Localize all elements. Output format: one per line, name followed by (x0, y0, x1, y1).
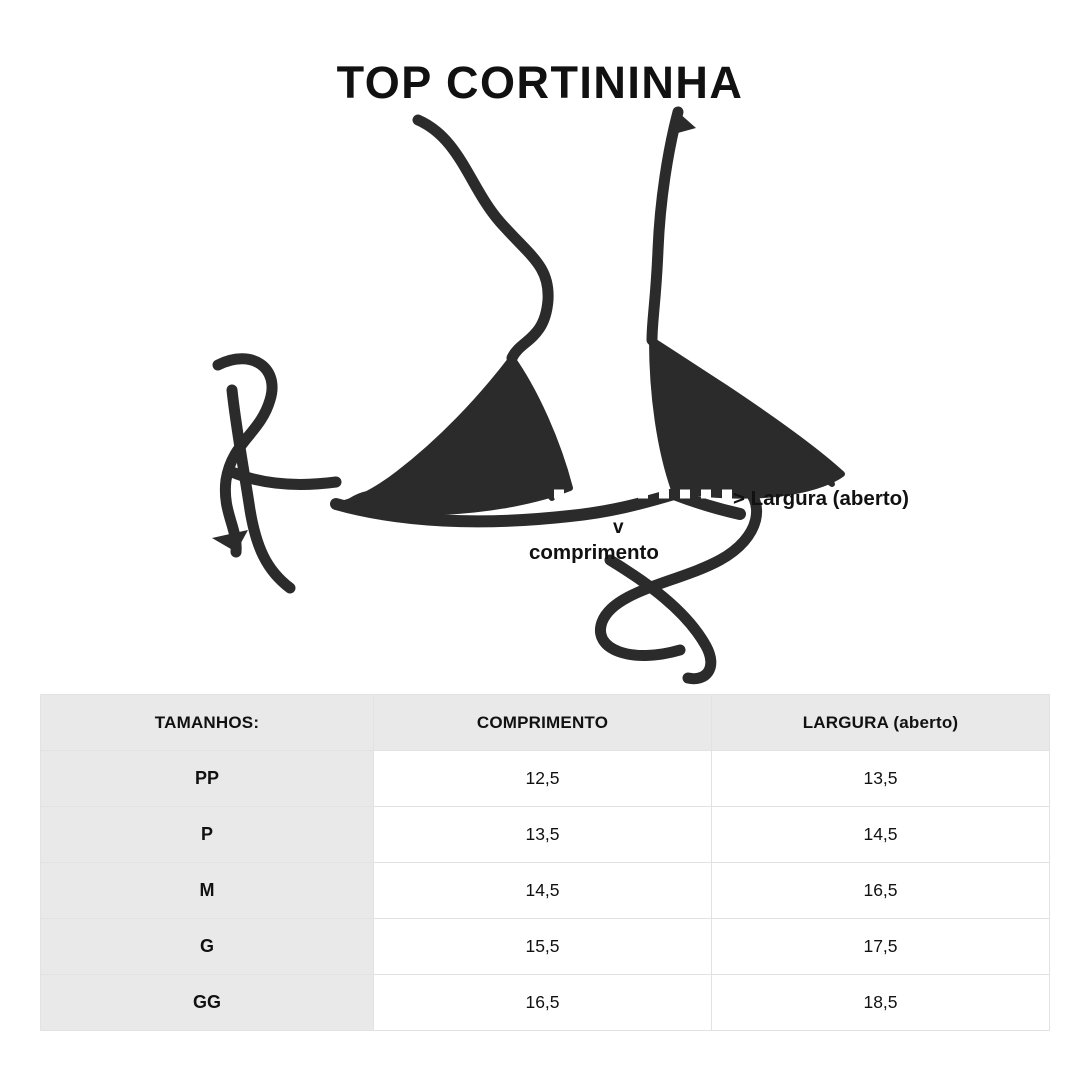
size-label: G (41, 919, 374, 975)
table-row (41, 919, 1050, 975)
size-label: GG (41, 975, 374, 1031)
bikini-top-illustration (140, 90, 940, 710)
comprimento-value: 16,5 (374, 975, 712, 1031)
table-row (41, 975, 1050, 1031)
header-largura: LARGURA (aberto) (712, 695, 1050, 751)
largura-value: 13,5 (712, 751, 1050, 807)
header-comprimento: COMPRIMENTO (374, 695, 712, 751)
size-table (40, 694, 1050, 1031)
size-label: P (41, 807, 374, 863)
largura-value: 14,5 (712, 807, 1050, 863)
comprimento-value: 15,5 (374, 919, 712, 975)
comprimento-value: 12,5 (374, 751, 712, 807)
size-table-container (40, 694, 1040, 1031)
largura-value: 16,5 (712, 863, 1050, 919)
comprimento-value: 13,5 (374, 807, 712, 863)
table-row (41, 807, 1050, 863)
header-tamanhos: TAMANHOS: (41, 695, 374, 751)
page-title: TOP CORTININHA (336, 57, 744, 108)
table-header-row (41, 695, 1050, 751)
comprimento-annotation: comprimento (529, 541, 659, 564)
size-label: M (41, 863, 374, 919)
table-row (41, 863, 1050, 919)
comprimento-value: 14,5 (374, 863, 712, 919)
table-row (41, 751, 1050, 807)
largura-annotation: > Largura (aberto) (733, 487, 909, 510)
largura-value: 17,5 (712, 919, 1050, 975)
largura-value: 18,5 (712, 975, 1050, 1031)
size-label: PP (41, 751, 374, 807)
comprimento-arrow-icon: v (613, 517, 624, 538)
